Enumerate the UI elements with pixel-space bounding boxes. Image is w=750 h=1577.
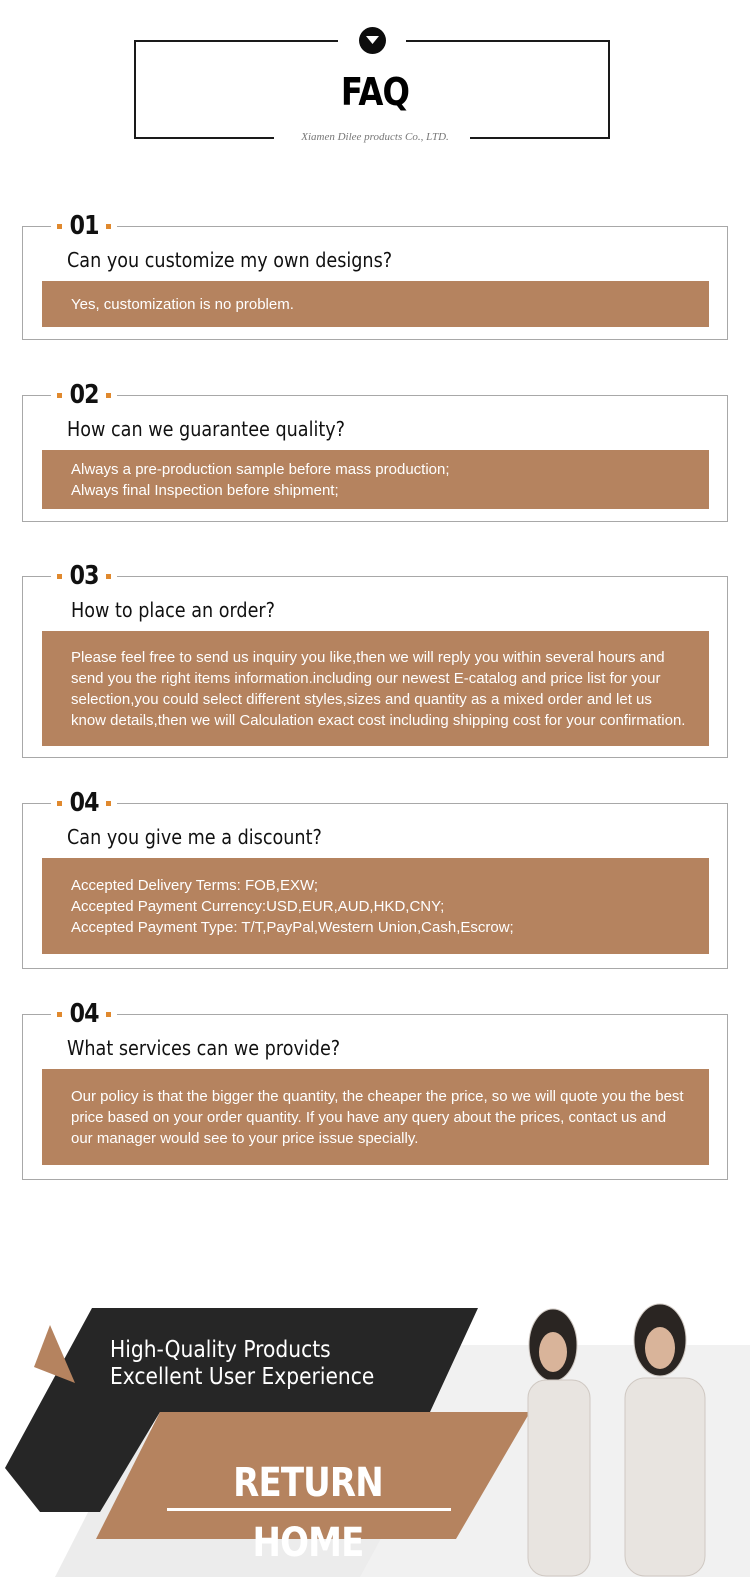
faq-item-2 <box>22 380 728 522</box>
faq-number: 01 <box>69 211 99 241</box>
faq-answer-box <box>42 281 709 327</box>
faq-item-3 <box>22 561 728 758</box>
dot-icon <box>106 393 111 398</box>
promo-line-1: High-Quality Products <box>110 1337 331 1363</box>
faq-number-badge <box>51 211 117 241</box>
faq-question: Can you give me a discount? <box>67 825 322 849</box>
faq-number: 04 <box>69 788 99 818</box>
promo-line-2: Excellent User Experience <box>110 1364 375 1390</box>
promo-banner <box>0 1290 750 1577</box>
faq-item-1 <box>22 211 728 340</box>
company-name: Xiamen Dilee products Co., LTD. <box>301 131 449 143</box>
dot-icon <box>57 1012 62 1017</box>
faq-question: Can you customize my own designs? <box>67 248 393 272</box>
return-home-underline <box>167 1508 451 1511</box>
faq-number: 04 <box>69 999 99 1029</box>
faq-item-4 <box>22 788 728 969</box>
faq-answer: Always a pre-production sample before mass production; Always final Inspection before shipment; <box>71 460 450 499</box>
dot-icon <box>57 224 62 229</box>
faq-answer-box <box>42 858 709 954</box>
faq-question: What services can we provide? <box>67 1036 341 1060</box>
faq-number: 03 <box>69 561 99 591</box>
faq-number: 02 <box>69 380 99 410</box>
chevron-down-icon <box>359 27 386 54</box>
dot-icon <box>106 574 111 579</box>
faq-answer: Accepted Delivery Terms: FOB,EXW; Accepted Payment Currency:USD,EUR,AUD,HKD,CNY; Accepted Payment Type: T/T,PayPal,Western Union,Cash,Escrow; <box>71 876 514 936</box>
dot-icon <box>106 801 111 806</box>
dot-icon <box>106 224 111 229</box>
faq-question: How to place an order? <box>71 598 276 622</box>
dot-icon <box>57 393 62 398</box>
faq-answer: Please feel free to send us inquiry you like,then we will reply you within several hours and send you the right items information.including our newest E-catalog and price list for your selection,you could select different styles,sizes and quantity as a mixed order and let us know details,then we will Calculation exact cost including shipping cost for your confirmation. <box>71 648 686 729</box>
faq-item-5 <box>22 999 728 1180</box>
page-title: FAQ <box>340 70 410 114</box>
return-home-button[interactable]: RETURN HOME <box>233 1460 383 1566</box>
faq-number-badge <box>51 380 117 410</box>
faq-question: How can we guarantee quality? <box>67 417 346 441</box>
faq-answer: Yes, customization is no problem. <box>71 295 294 313</box>
faq-number-badge <box>51 561 117 591</box>
dot-icon <box>57 574 62 579</box>
dot-icon <box>106 1012 111 1017</box>
faq-answer-box <box>42 450 709 509</box>
faq-answer: Our policy is that the bigger the quantity, the cheaper the price, so we will quote you the best price based on your order quantity. If you have any query about the prices, contact us and our manager would see to your price issue specially. <box>71 1087 684 1147</box>
faq-number-badge <box>51 788 117 818</box>
faq-answer-box <box>42 631 709 746</box>
faq-number-badge <box>51 999 117 1029</box>
dot-icon <box>57 801 62 806</box>
faq-answer-box <box>42 1069 709 1165</box>
